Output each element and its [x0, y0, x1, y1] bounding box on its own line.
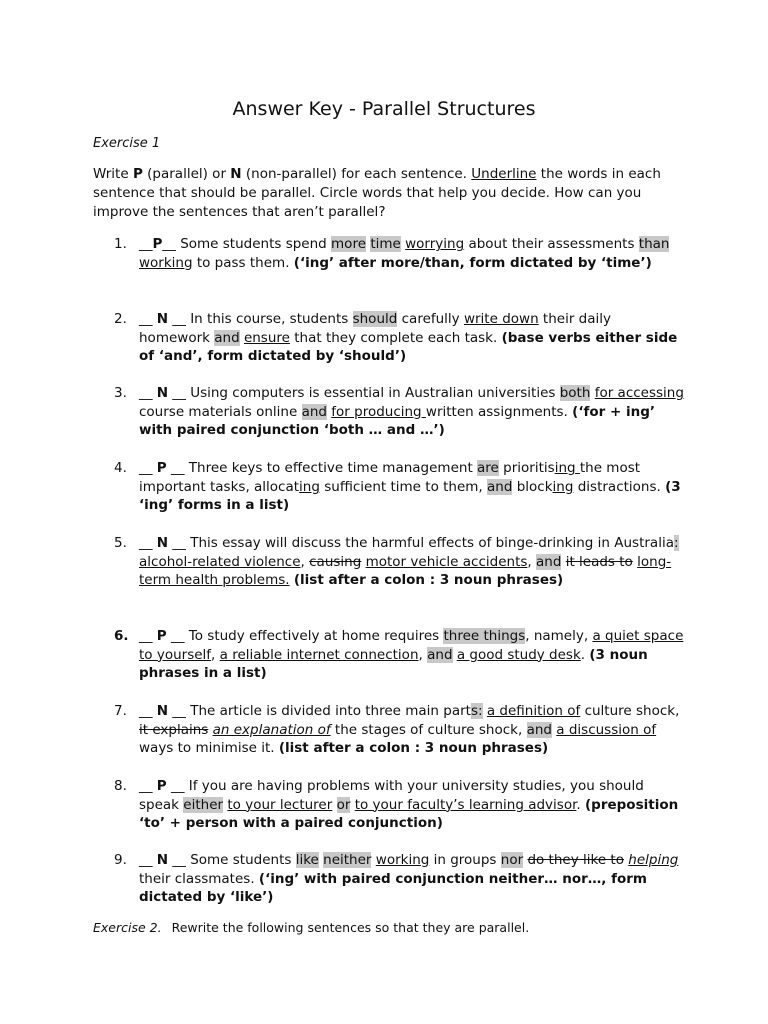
- highlighted-word: and: [214, 329, 240, 346]
- highlighted-word: time: [370, 236, 401, 252]
- exercise-2: [93, 920, 529, 935]
- underlined-words: ensure: [243, 329, 290, 346]
- list-item-number: 3.: [114, 385, 127, 401]
- list-item-number: 9.: [114, 852, 127, 868]
- text-segment: [332, 797, 336, 813]
- text-segment: that they complete each task.: [289, 329, 502, 346]
- text-segment: __ Some students: [168, 852, 296, 868]
- instructions-part: (non-parallel) for each sentence.: [241, 166, 472, 182]
- bold-text: P: [152, 236, 163, 252]
- underlined-words: ing: [552, 478, 574, 495]
- highlighted-word: and: [536, 553, 562, 570]
- instructions-part: (parallel) or: [142, 166, 231, 182]
- list-item: [114, 459, 685, 515]
- highlighted-word: either: [183, 796, 224, 813]
- text-segment: culture shock,: [580, 703, 680, 719]
- bold-text: (‘ing’ after more/than, form dictated by ‘time’): [293, 254, 652, 271]
- bold-text: (3 noun phrases in a list): [139, 646, 648, 682]
- list-item: [114, 627, 685, 683]
- underlined-words: a discussion of: [556, 721, 657, 738]
- instructions-p-letter: P: [132, 166, 143, 182]
- text-segment: __ Some students spend: [162, 236, 332, 252]
- text-segment: about their assessments: [464, 236, 639, 252]
- list-item: [114, 235, 685, 272]
- text-segment: __: [139, 236, 153, 252]
- list-item-number: 5.: [114, 535, 127, 551]
- bold-text: N: [156, 311, 169, 327]
- highlighted-word: and: [526, 721, 552, 738]
- highlighted-word: and: [487, 478, 513, 495]
- text-segment: __: [139, 535, 157, 551]
- highlighted-word: more: [331, 236, 367, 252]
- underlined-words: to your lecturer: [227, 796, 333, 813]
- underlined-words: ing: [554, 460, 580, 476]
- text-segment: __ This essay will discuss the harmful effects of binge-drinking in Australia: [168, 535, 674, 551]
- highlighted-word: :: [673, 535, 679, 551]
- text-segment: ,: [418, 646, 428, 663]
- page-title: Answer Key - Parallel Structures: [232, 98, 536, 120]
- instructions-n-letter: N: [230, 166, 242, 182]
- text-segment: __ If you are having problems with your university studies, you should speak: [139, 778, 644, 813]
- underlined-words: for accessing: [594, 385, 684, 401]
- underlined-words: worrying: [405, 236, 465, 252]
- text-segment: __: [139, 385, 157, 401]
- list-item: [114, 777, 685, 833]
- text-segment: to pass them.: [192, 254, 294, 271]
- list-item: [114, 310, 685, 366]
- exercise-2-text: Rewrite the following sentences so that they are parallel.: [171, 920, 530, 935]
- highlighted-word: both: [559, 385, 591, 401]
- text-segment: __ Using computers is essential in Australian universities: [168, 385, 560, 401]
- text-segment: ,: [211, 646, 220, 663]
- text-segment: __: [139, 852, 157, 868]
- text-segment: course materials online: [139, 403, 302, 420]
- underlined-words: for producing: [331, 403, 426, 420]
- text-segment: ,: [527, 553, 536, 570]
- text-segment: carefully: [397, 311, 464, 327]
- text-segment: their daily homework: [139, 311, 612, 346]
- exercise-1-instructions: [93, 165, 681, 222]
- highlighted-word: are: [477, 460, 499, 476]
- exercise-1-label: Exercise 1: [93, 136, 161, 151]
- underlined-italic-words: helping: [628, 852, 679, 868]
- list-item: [114, 702, 685, 758]
- text-segment: __: [139, 778, 157, 794]
- bold-text: (list after a colon : 3 noun phrases): [293, 572, 564, 589]
- highlighted-word: and: [301, 403, 327, 420]
- struck-out-words: causing: [309, 553, 362, 570]
- bold-text: (3 ‘ing’ forms in a list): [139, 478, 681, 514]
- struck-out-words: do they like to: [527, 852, 624, 868]
- underlined-words: a reliable internet connection: [219, 646, 419, 663]
- text-segment: __: [139, 460, 157, 476]
- instructions-underline-word: Underline: [471, 166, 537, 182]
- list-item-number: 2.: [114, 311, 127, 327]
- text-segment: ,: [300, 553, 310, 570]
- bold-text: P: [156, 778, 167, 794]
- text-segment: prioritis: [498, 460, 555, 476]
- list-item: [114, 384, 685, 440]
- highlighted-word: and: [427, 646, 453, 663]
- text-segment: __ In this course, students: [168, 311, 353, 327]
- struck-out-words: it explains: [139, 721, 209, 738]
- underlined-words: long-term health problems.: [139, 553, 672, 589]
- highlighted-word: s:: [470, 703, 483, 719]
- underlined-words: ing: [299, 478, 320, 495]
- text-segment: their classmates.: [139, 870, 259, 887]
- text-segment: .: [576, 796, 585, 813]
- bold-text: P: [156, 460, 167, 476]
- text-segment: block: [512, 478, 553, 495]
- underlined-words: a definition of: [486, 703, 581, 719]
- underlined-words: working: [139, 254, 193, 271]
- list-item-number: 6.: [114, 628, 129, 644]
- bold-text: (preposition ‘to’ + person with a paired conjunction): [139, 796, 679, 832]
- underlined-words: motor vehicle accidents: [365, 553, 528, 570]
- text-segment: the most important tasks, allocat: [139, 460, 641, 495]
- underlined-words: working: [375, 852, 430, 868]
- underlined-words: write down: [463, 311, 539, 327]
- text-segment: __: [139, 703, 157, 719]
- underlined-italic-words: an explanation of: [212, 721, 331, 738]
- list-item: [114, 534, 685, 590]
- text-segment: __: [139, 311, 157, 327]
- highlighted-word: three things: [443, 628, 526, 644]
- struck-out-words: it leads to: [565, 553, 633, 570]
- bold-text: N: [156, 535, 169, 551]
- exercise-2-label: Exercise 2.: [93, 920, 162, 935]
- text-segment: in groups: [429, 852, 501, 868]
- highlighted-word: or: [336, 796, 351, 813]
- text-segment: __ To study effectively at home requires: [166, 628, 444, 644]
- list-item-number: 4.: [114, 460, 127, 476]
- text-segment: distractions.: [573, 478, 666, 495]
- underlined-words: alcohol-related violence: [139, 553, 301, 570]
- text-segment: written assignments.: [425, 403, 573, 420]
- text-segment: __ Three keys to effective time management: [166, 460, 478, 476]
- instructions-part: Write: [93, 166, 133, 182]
- text-segment: ways to minimise it.: [139, 740, 279, 757]
- underlined-words: a quiet space to yourself: [139, 628, 684, 663]
- underlined-words: to your faculty’s learning advisor: [354, 796, 577, 813]
- bold-text: (‘for + ing’ with paired conjunction ‘both … and …’): [139, 403, 656, 439]
- bold-text: N: [156, 385, 169, 401]
- list-item-number: 1.: [114, 236, 127, 252]
- highlighted-word: than: [638, 236, 670, 252]
- bold-text: (‘ing’ with paired conjunction neither… nor…, form dictated by ‘like’): [139, 870, 647, 906]
- instructions-part: the words in each sentence that should be parallel. Circle words that help you decide. How can you improve the sentences that aren’t parallel?: [93, 166, 661, 220]
- text-segment: __ The article is divided into three main part: [168, 703, 471, 719]
- list-item-number: 8.: [114, 778, 127, 794]
- bold-text: (base verbs either side of ‘and’, form dictated by ‘should’): [139, 329, 678, 365]
- list-item-number: 7.: [114, 703, 127, 719]
- text-segment: __: [139, 628, 157, 644]
- text-segment: the stages of culture shock,: [330, 721, 527, 738]
- bold-text: P: [156, 628, 167, 644]
- bold-text: N: [156, 852, 169, 868]
- text-segment: .: [580, 646, 590, 663]
- highlighted-word: neither: [323, 852, 372, 868]
- text-segment: , namely,: [525, 628, 593, 644]
- underlined-words: a good study desk: [456, 646, 581, 663]
- bold-text: N: [156, 703, 169, 719]
- highlighted-word: should: [352, 311, 398, 327]
- highlighted-word: nor: [500, 852, 524, 868]
- bold-text: (list after a colon : 3 noun phrases): [278, 740, 549, 757]
- list-item: [114, 851, 685, 907]
- highlighted-word: like: [295, 852, 319, 868]
- text-segment: sufficient time to them,: [319, 478, 488, 495]
